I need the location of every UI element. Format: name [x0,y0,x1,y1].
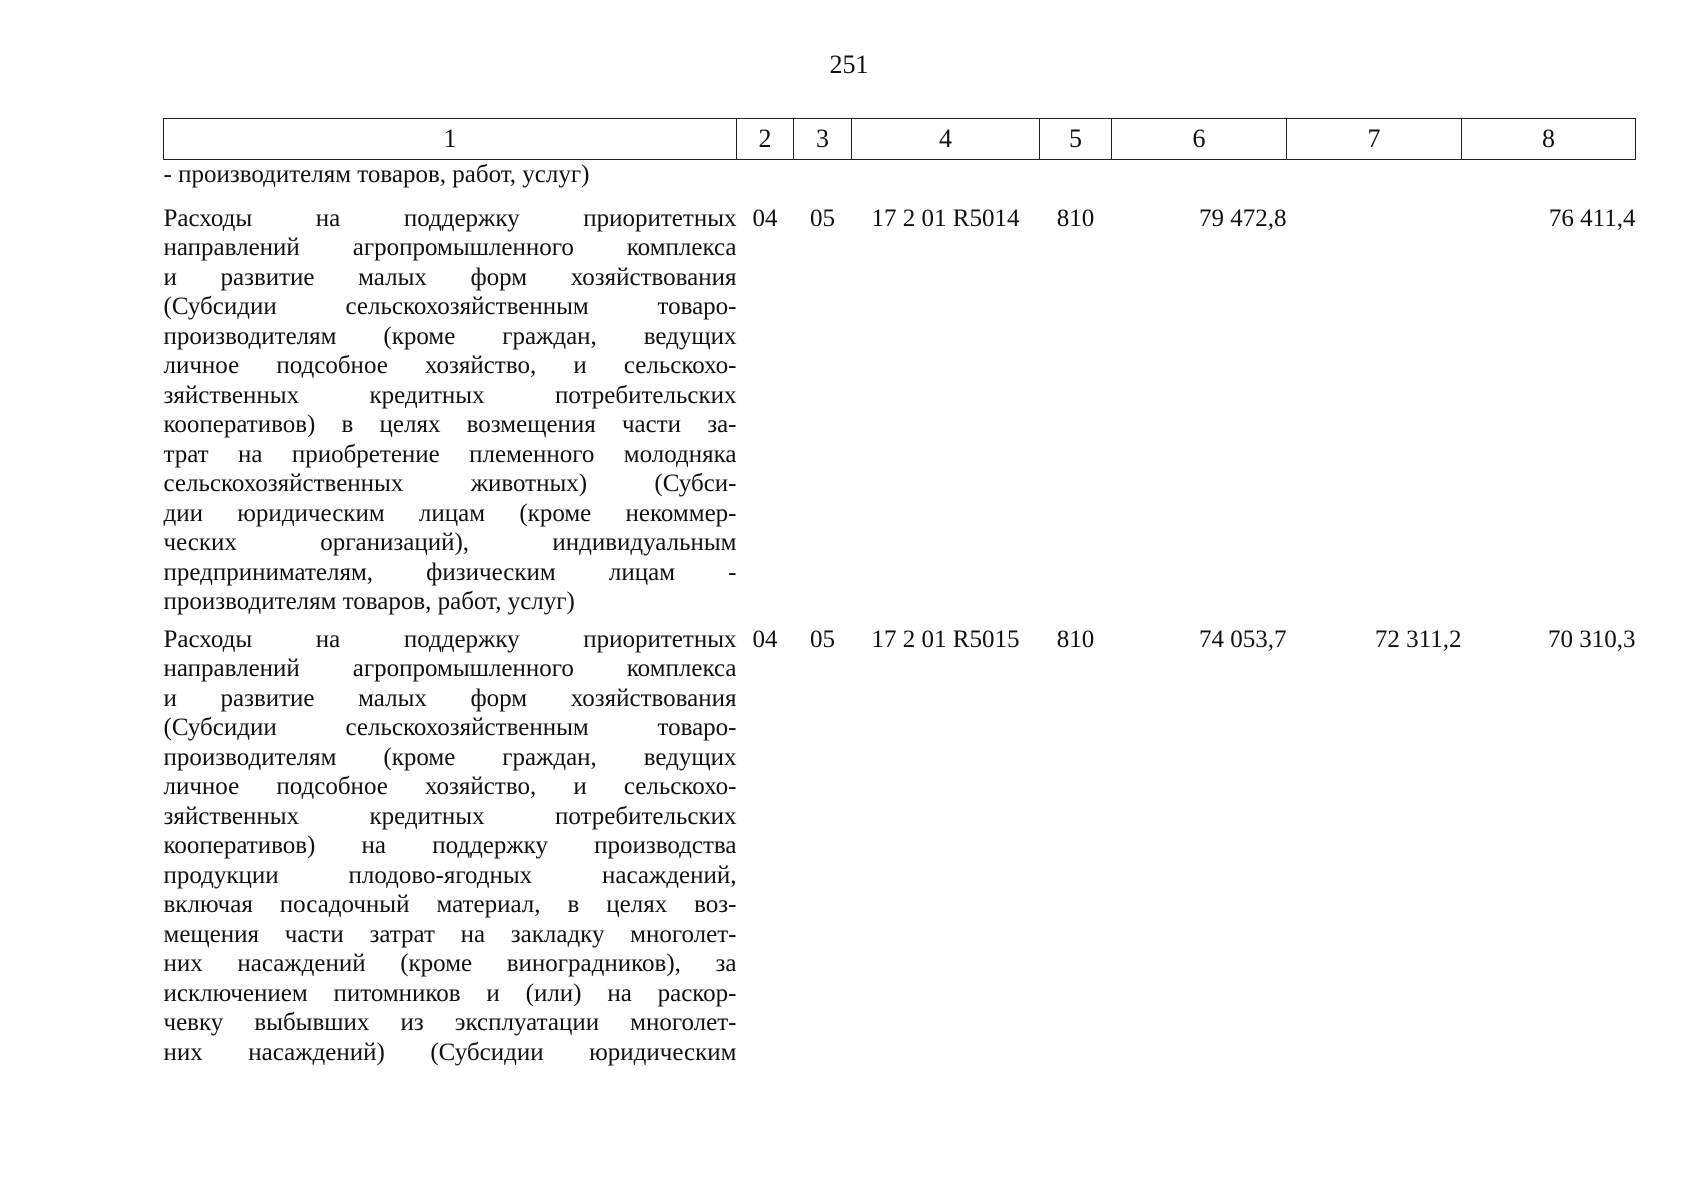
description-line: кооперативов) в целях возмещения части за- [163,411,737,438]
description-line: предпринимателям, физическим лицам - [163,558,737,586]
description-line: личное подсобное хозяйство, и сельскохо- [163,352,737,379]
header-col-3: 3 [794,119,852,160]
header-col-5: 5 [1040,119,1112,160]
header-col-8: 8 [1462,119,1636,160]
header-col-7: 7 [1287,119,1462,160]
description-line: продукции плодово-ягодных насаждений, [163,861,737,889]
cell-expense-type: 810 [1056,625,1095,653]
description-line: производителям товаров, работ, услуг) [163,588,575,615]
description-line: Расходы на поддержку приоритетных [163,625,737,653]
description-line: сельскохозяйственных животных) (Субси- [163,470,737,497]
cell-amount-col8: 70 310,3 [1548,625,1636,653]
description-line: производителям (кроме граждан, ведущих [163,322,737,350]
description-line: трат на приобретение племенного молодняка [163,440,737,468]
description-line: производителям (кроме граждан, ведущих [163,743,737,771]
description-line: направлений агропромышленного комплекса [163,655,737,682]
description-line: них насаждений) (Субсидии юридическим [163,1038,737,1066]
description-line: и развитие малых форм хозяйствования [163,263,737,291]
row-description [164,204,737,625]
description-line: (Субсидии сельскохозяйственным товаро- [163,293,737,320]
cell-amount-col7 [1287,204,1462,625]
description-line: ческих организаций), индивидуальным [163,529,737,556]
description-line: личное подсобное хозяйство, и сельскохо- [163,773,737,800]
description-line: зяйственных кредитных потребительских [163,381,737,409]
table-row [164,625,1636,1068]
description-line: мещения части затрат на закладку многолет- [163,920,737,948]
description-line: включая посадочный материал, в целях воз- [163,891,737,918]
description-line: и развитие малых форм хозяйствования [163,684,737,712]
cell-section: 04 [752,204,778,232]
description-line: дии юридическим лицам (кроме некоммер- [163,499,737,527]
cell-amount-col6: 74 053,7 [1199,625,1287,653]
cell-amount-col6: 79 472,8 [1199,204,1287,232]
description-line: зяйственных кредитных потребительских [163,802,737,830]
header-col-6: 6 [1112,119,1287,160]
cell-subsection: 05 [810,204,835,232]
cell-expense-type: 810 [1056,204,1095,232]
description-line: кооперативов) на поддержку производства [163,832,737,859]
description-line: направлений агропромышленного комплекса [163,234,737,261]
cell-target-article: 17 2 01 R5015 [871,625,1020,653]
page-number: 251 [829,50,869,79]
cell-amount-col7: 72 311,2 [1374,625,1462,653]
description-line: Расходы на поддержку приоритетных [163,204,737,232]
header-row [164,119,1636,160]
cell-section: 04 [752,625,778,653]
header-col-2: 2 [737,119,794,160]
row-description [164,625,737,1068]
description-line: исключением питомников и (или) на раскор- [163,979,737,1007]
cell-subsection: 05 [810,625,835,653]
budget-table [163,118,1636,1067]
description-line: (Субсидии сельскохозяйственным товаро- [163,714,737,741]
description-line: них насаждений (кроме виноградников), за [163,950,737,977]
cell-amount-col8: 76 411,4 [1548,204,1636,232]
header-col-1: 1 [164,119,737,160]
description-line: чевку выбывших из эксплуатации многолет- [163,1009,737,1036]
table-row [164,204,1636,625]
continuation-row [164,160,1636,204]
continuation-text: - производителям товаров, работ, услуг) [163,161,590,188]
cell-target-article: 17 2 01 R5014 [871,204,1020,232]
header-col-4: 4 [852,119,1040,160]
